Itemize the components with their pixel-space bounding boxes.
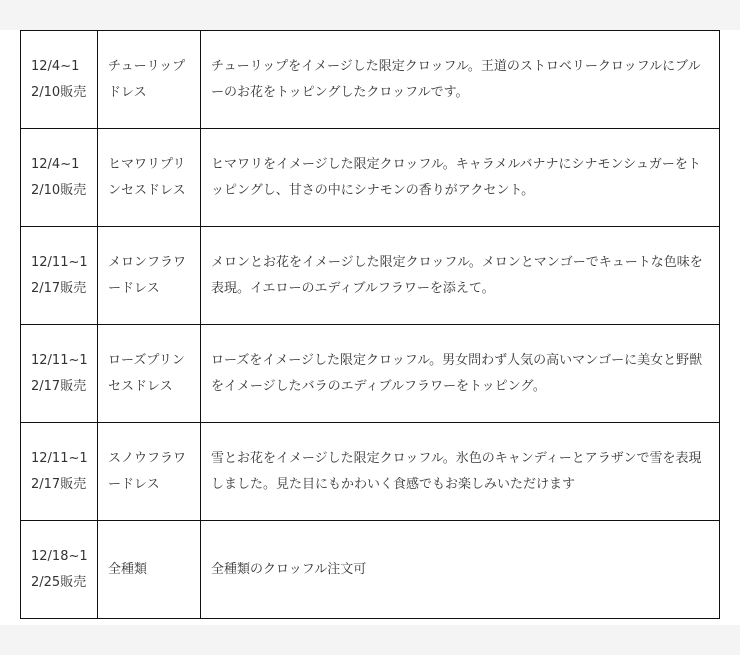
content-area: [0, 30, 740, 625]
description-cell: メロンとお花をイメージした限定クロッフル。メロンとマンゴーでキュートな色味を表現。イエローのエディブルフラワーを添えて。: [201, 227, 720, 325]
table-row: [21, 325, 720, 423]
sale-period-cell: 12/4~12/10販売: [21, 129, 98, 227]
description-cell: 全種類のクロッフル注文可: [201, 521, 720, 619]
product-name-cell: ヒマワリプリンセスドレス: [98, 129, 201, 227]
description-cell: ローズをイメージした限定クロッフル。男女問わず人気の高いマンゴーに美女と野獣をイメージしたバラのエディブルフラワーをトッピング。: [201, 325, 720, 423]
table-row: [21, 521, 720, 619]
product-name-cell: スノウフラワードレス: [98, 423, 201, 521]
description-cell: 雪とお花をイメージした限定クロッフル。氷色のキャンディーとアラザンで雪を表現しました。見た目にもかわいく食感でもお楽しみいただけます: [201, 423, 720, 521]
table-row: [21, 423, 720, 521]
description-cell: チューリップをイメージした限定クロッフル。王道のストロベリークロッフルにブルーのお花をトッピングしたクロッフルです。: [201, 31, 720, 129]
table-row: [21, 227, 720, 325]
sale-period-cell: 12/11~12/17販売: [21, 227, 98, 325]
sale-period-cell: 12/11~12/17販売: [21, 423, 98, 521]
description-cell: ヒマワリをイメージした限定クロッフル。キャラメルバナナにシナモンシュガーをトッピングし、甘さの中にシナモンの香りがアクセント。: [201, 129, 720, 227]
table-row: [21, 31, 720, 129]
menu-schedule-table: [20, 30, 720, 619]
table-row: [21, 129, 720, 227]
product-name-cell: メロンフラワードレス: [98, 227, 201, 325]
product-name-cell: 全種類: [98, 521, 201, 619]
sale-period-cell: 12/4~12/10販売: [21, 31, 98, 129]
sale-period-cell: 12/11~12/17販売: [21, 325, 98, 423]
product-name-cell: チューリップドレス: [98, 31, 201, 129]
product-name-cell: ローズプリンセスドレス: [98, 325, 201, 423]
sale-period-cell: 12/18~12/25販売: [21, 521, 98, 619]
